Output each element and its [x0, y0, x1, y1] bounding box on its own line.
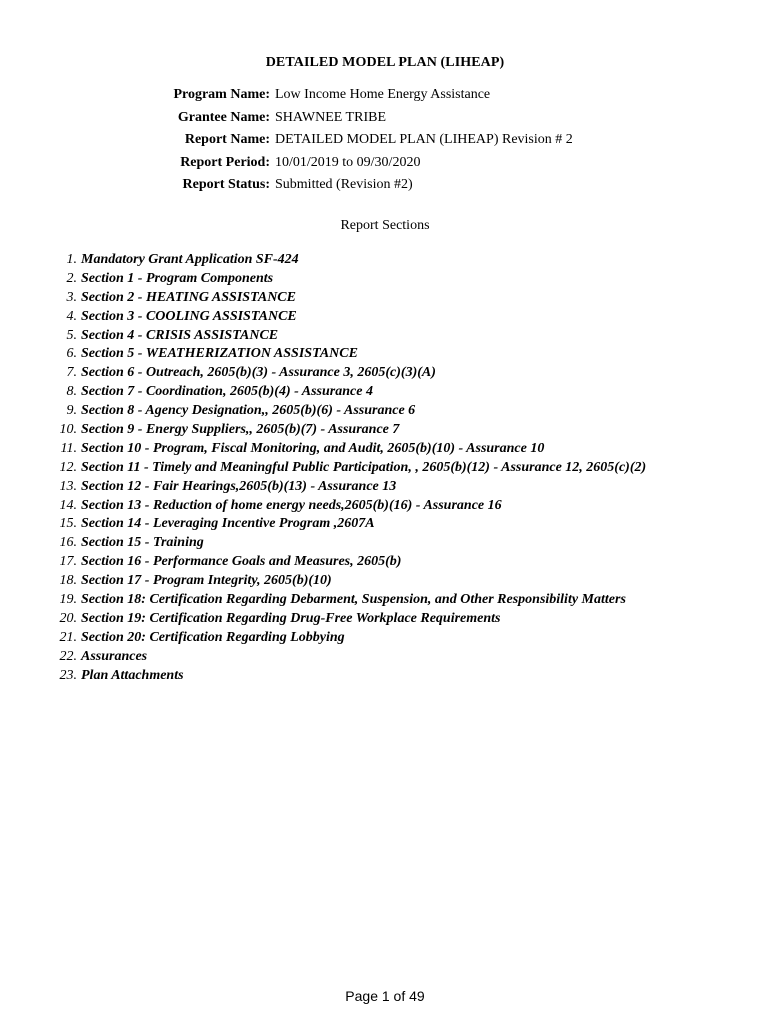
section-number: 10.: [59, 422, 77, 438]
section-number: 3.: [66, 289, 77, 305]
section-item-3[interactable]: [0, 289, 770, 308]
section-item-12[interactable]: [0, 459, 770, 478]
section-item-18[interactable]: [0, 572, 770, 591]
section-item-6[interactable]: [0, 345, 770, 364]
section-title: Plan Attachments: [81, 667, 184, 683]
section-title: Mandatory Grant Application SF-424: [81, 252, 299, 267]
report-period-label: Report Period:: [180, 154, 270, 170]
section-item-23[interactable]: [0, 667, 770, 686]
section-title: Section 17 - Program Integrity, 2605(b)(10): [81, 573, 332, 589]
section-item-5[interactable]: [0, 327, 770, 346]
section-item-17[interactable]: [0, 553, 770, 572]
section-title: Section 11 - Timely and Meaningful Public Participation, , 2605(b)(12) - Assurance 12, 2605(c)(2): [81, 459, 647, 475]
section-title: Section 15 - Training: [81, 535, 204, 551]
section-title: Section 12 - Fair Hearings,2605(b)(13) - Assurance 13: [81, 478, 397, 494]
program-name-row: [0, 84, 770, 107]
section-item-13[interactable]: [0, 478, 770, 497]
page-number-footer: Page 1 of 49: [345, 988, 425, 1004]
grantee-name-label: Grantee Name:: [177, 109, 270, 125]
section-item-11[interactable]: [0, 440, 770, 459]
section-number: 11.: [60, 440, 77, 456]
section-item-19[interactable]: [0, 591, 770, 610]
section-number: 17.: [59, 554, 77, 570]
section-title: Section 14 - Leveraging Incentive Program ,2607A: [81, 516, 375, 532]
section-item-1[interactable]: [0, 251, 770, 270]
section-item-9[interactable]: [0, 402, 770, 421]
section-title: Section 6 - Outreach, 2605(b)(3) - Assurance 3, 2605(c)(3)(A): [81, 365, 436, 381]
report-status-row: [0, 174, 770, 197]
report-name-row: [0, 129, 770, 152]
section-number: 19.: [59, 592, 77, 608]
section-title: Assurances: [81, 648, 148, 664]
section-title: Section 19: Certification Regarding Drug-Free Workplace Requirements: [81, 610, 501, 626]
report-status-label: Report Status:: [182, 177, 270, 193]
section-item-8[interactable]: [0, 383, 770, 402]
section-number: 7.: [66, 365, 77, 381]
section-item-21[interactable]: [0, 629, 770, 648]
report-name-label: Report Name:: [184, 132, 270, 148]
section-title: Section 8 - Agency Designation,, 2605(b)(6) - Assurance 6: [81, 403, 416, 419]
section-number: 2.: [66, 270, 77, 286]
section-title: Section 10 - Program, Fiscal Monitoring, and Audit, 2605(b)(10) - Assurance 10: [81, 440, 545, 456]
section-item-4[interactable]: [0, 308, 770, 327]
section-number: 6.: [66, 346, 77, 362]
section-item-7[interactable]: [0, 364, 770, 383]
section-title: Section 9 - Energy Suppliers,, 2605(b)(7) - Assurance 7: [81, 422, 400, 438]
grantee-name-value: SHAWNEE TRIBE: [275, 109, 387, 125]
section-item-10[interactable]: [0, 421, 770, 440]
section-number: 23.: [59, 667, 77, 683]
section-number: 13.: [59, 478, 77, 494]
section-number: 14.: [59, 497, 77, 513]
section-title: Section 7 - Coordination, 2605(b)(4) - Assurance 4: [81, 384, 373, 400]
section-number: 12.: [59, 459, 77, 475]
program-name-label: Program Name:: [173, 87, 270, 102]
section-item-22[interactable]: [0, 648, 770, 667]
section-number: 1.: [66, 252, 77, 267]
section-number: 20.: [59, 610, 77, 626]
document-title: DETAILED MODEL PLAN (LIHEAP): [265, 55, 505, 70]
section-title: Section 4 - CRISIS ASSISTANCE: [81, 327, 279, 343]
report-sections-heading: Report Sections: [340, 218, 430, 233]
report-status-value: Submitted (Revision #2): [275, 177, 413, 193]
report-period-value: 10/01/2019 to 09/30/2020: [275, 154, 421, 170]
section-number: 21.: [59, 629, 77, 645]
section-title: Section 5 - WEATHERIZATION ASSISTANCE: [81, 346, 358, 362]
section-title: Section 20: Certification Regarding Lobbying: [81, 629, 345, 645]
section-title: Section 16 - Performance Goals and Measures, 2605(b): [81, 554, 402, 570]
section-item-16[interactable]: [0, 534, 770, 553]
section-number: 5.: [66, 327, 77, 343]
section-title: Section 18: Certification Regarding Debarment, Suspension, and Other Responsibility Matters: [81, 592, 626, 608]
report-metadata: [0, 84, 770, 197]
section-number: 18.: [59, 573, 77, 589]
section-number: 4.: [66, 308, 77, 324]
section-title: Section 1 - Program Components: [81, 270, 274, 286]
section-number: 15.: [59, 516, 77, 532]
section-item-2[interactable]: [0, 270, 770, 289]
section-title: Section 2 - HEATING ASSISTANCE: [81, 289, 296, 305]
section-item-14[interactable]: [0, 497, 770, 516]
report-period-row: [0, 152, 770, 175]
program-name-value: Low Income Home Energy Assistance: [275, 87, 491, 102]
section-title: Section 3 - COOLING ASSISTANCE: [81, 308, 297, 324]
section-number: 22.: [59, 648, 77, 664]
section-number: 9.: [66, 403, 77, 419]
section-number: 8.: [66, 384, 77, 400]
section-number: 16.: [59, 535, 77, 551]
section-item-15[interactable]: [0, 515, 770, 534]
report-sections-list: [0, 251, 770, 685]
grantee-name-row: [0, 107, 770, 130]
section-item-20[interactable]: [0, 610, 770, 629]
section-title: Section 13 - Reduction of home energy needs,2605(b)(16) - Assurance 16: [81, 497, 502, 513]
report-name-value: DETAILED MODEL PLAN (LIHEAP) Revision # 2: [275, 132, 573, 148]
